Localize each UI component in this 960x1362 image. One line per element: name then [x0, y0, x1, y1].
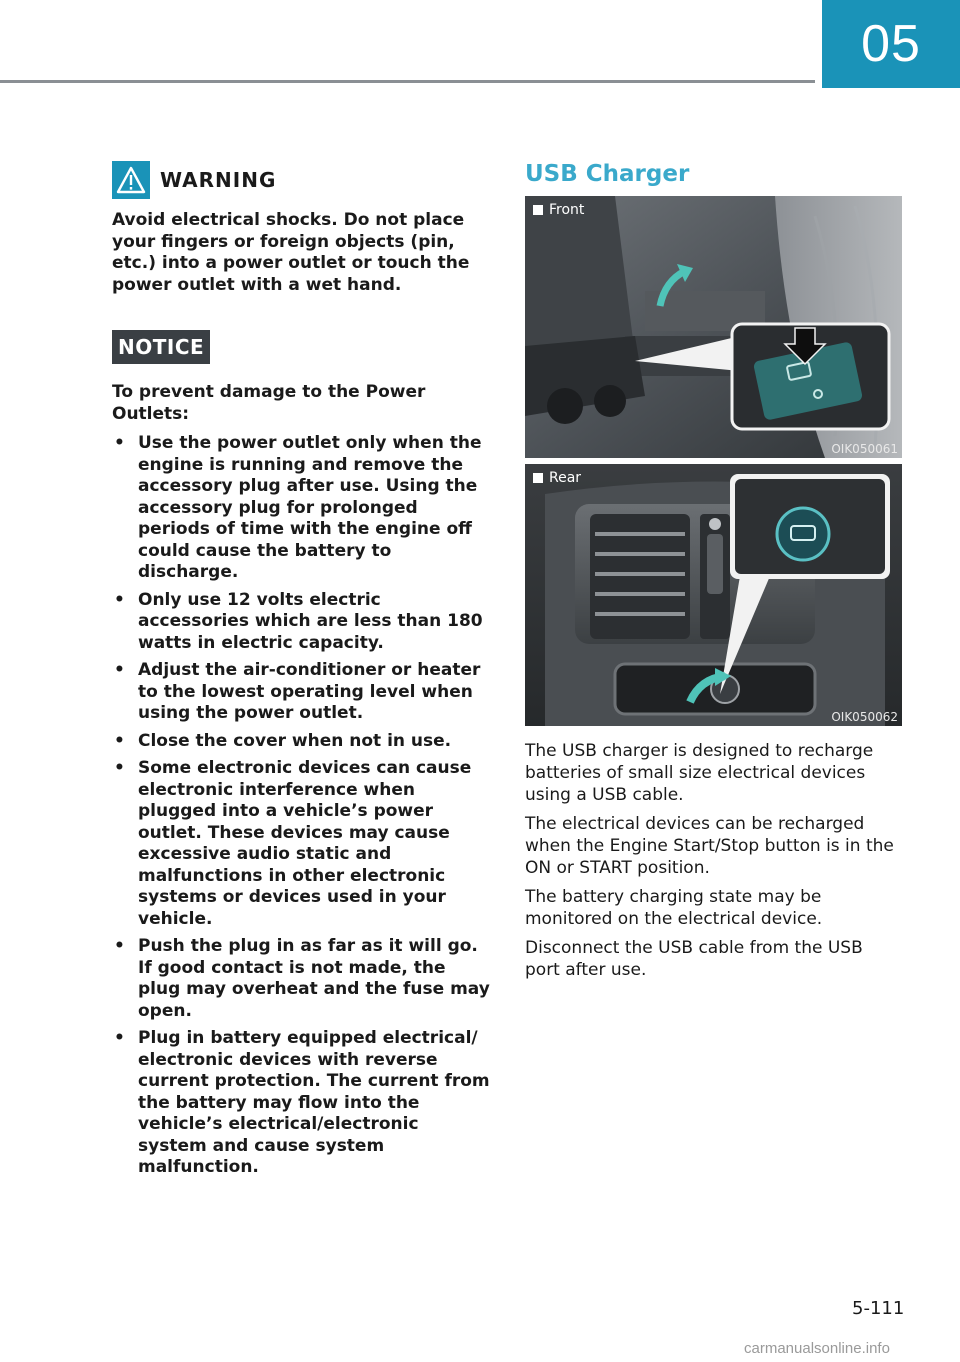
right-column: [525, 155, 902, 988]
paragraph: Disconnect the USB cable from the USB port after use.: [525, 938, 863, 980]
front-usb-figure: [525, 196, 902, 458]
figure-label-text: Front: [549, 202, 585, 218]
paragraph: The USB charger is designed to recharge batteries of small size electrical devices using a USB cable.: [525, 741, 874, 805]
notice-list: [112, 433, 492, 1179]
notice-badge: NOTICE: [112, 330, 210, 364]
list-item: • Only use 12 volts electric accessories which are less than 180 watts in electric capacity.: [112, 590, 492, 655]
list-item: • Close the cover when not in use.: [112, 731, 492, 753]
watermark-link[interactable]: carmanualsonline.info: [744, 1340, 890, 1357]
section-title: USB Charger: [525, 161, 690, 187]
front-usb-photo: [525, 196, 902, 458]
page-number: 5-111: [852, 1298, 905, 1319]
paragraph: The battery charging state may be monitored on the electrical device.: [525, 887, 823, 929]
usb-description: [525, 740, 902, 981]
warning-header: [112, 160, 492, 200]
warning-triangle-icon: [112, 161, 150, 199]
figure-code: OIK050062: [831, 710, 898, 724]
notice-intro: To prevent damage to the Power Outlets:: [112, 382, 426, 424]
square-bullet-icon: [533, 473, 543, 483]
warning-text: Avoid electrical shocks. Do not place your fingers or foreign objects (pin, etc.) into a power outlet or touch the power outlet with a wet hand.: [112, 210, 470, 295]
rear-usb-figure: [525, 464, 902, 726]
list-item: • Push the plug in as far as it will go. If good contact is not made, the plug may overheat and the fuse may open.: [112, 936, 492, 1022]
list-item: • Some electronic devices can cause electronic interference when plugged into a vehicle’s power outlet. These devices may cause excessive audio static and malfunctions in other electronic systems or devices used in your vehicle.: [112, 758, 492, 930]
figure-label-text: Rear: [549, 470, 582, 486]
square-bullet-icon: [533, 205, 543, 215]
list-item: • Adjust the air-conditioner or heater to the lowest operating level when using the power outlet.: [112, 660, 492, 725]
chapter-tab: 05: [822, 0, 960, 88]
figure-label-front: [533, 202, 584, 218]
list-item: • Plug in battery equipped electrical/ electronic devices with reverse current protection. The current from the battery may flow into the vehicle’s electrical/electronic system and cause system malfunction.: [112, 1028, 492, 1179]
left-column: [112, 160, 492, 1185]
paragraph: The electrical devices can be recharged when the Engine Start/Stop button is in the ON or START position.: [525, 814, 894, 878]
rear-usb-photo: [525, 464, 902, 726]
warning-title: WARNING: [160, 168, 277, 192]
figure-code: OIK050061: [831, 442, 898, 456]
header-rule: [0, 80, 815, 83]
list-item: • Use the power outlet only when the engine is running and remove the accessory plug after use. Using the accessory plug for prolonged periods of time with the engine off could cause the battery to discharge.: [112, 433, 492, 584]
figure-label-rear: [533, 470, 581, 486]
